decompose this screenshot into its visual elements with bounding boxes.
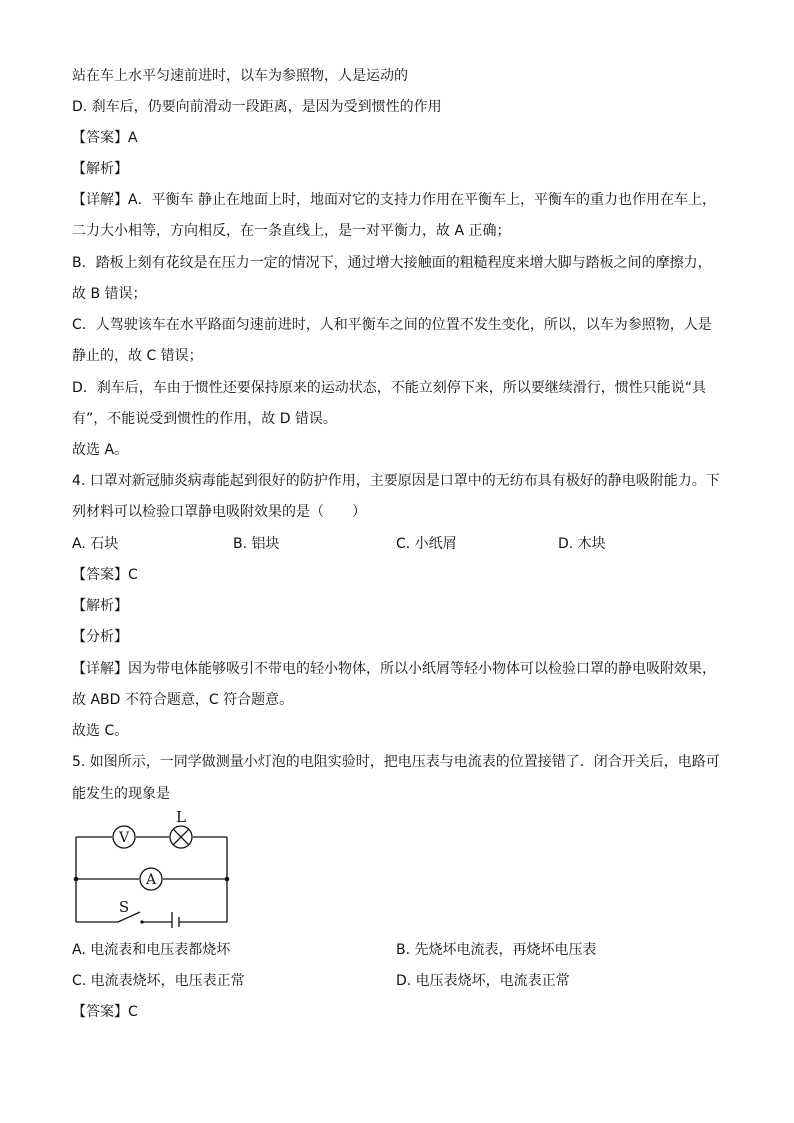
ammeter-label: A <box>145 872 157 888</box>
text-line: 有”，不能说受到惯性的作用，故 D 错误。 <box>72 411 337 427</box>
lamp-label: L <box>176 808 186 826</box>
analysis-label: 【解析】 <box>72 161 128 177</box>
text-line: 站在车上水平匀速前进时，以车为参照物，人是运动的 <box>72 68 408 84</box>
answer-label: 【答案】C <box>72 567 138 583</box>
q4-option-d: D. 木块 <box>558 536 606 552</box>
switch-label: S <box>118 898 130 916</box>
text-line: 【详解】A．平衡车 静止在地面上时，地面对它的支持力作用在平衡车上，平衡车的重力也作用在车上， <box>72 192 717 208</box>
text-line: D．刹车后，车由于惯性还要保持原来的运动状态，不能立刻停下来，所以要继续滑行，惯性只能说“具 <box>72 380 707 396</box>
text-line: 静止的，故 C 错误； <box>72 348 203 364</box>
junction-dot <box>74 877 79 882</box>
q4-option-a: A. 石块 <box>72 536 119 552</box>
q5-option-a: A. 电流表和电压表都烧坏 <box>72 942 231 958</box>
answer-label: 【答案】A <box>72 130 138 146</box>
analysis-label: 【解析】 <box>72 598 128 614</box>
text-line: 故 B 错误； <box>72 286 147 302</box>
q4-option-c: C. 小纸屑 <box>396 536 457 552</box>
q4-option-b: B. 铝块 <box>233 536 280 552</box>
q5-option-c: C. 电流表烧坏，电压表正常 <box>72 973 245 989</box>
question-5: 5. 如图所示，一同学做测量小灯泡的电阻实验时，把电压表与电流表的位置接错了．闭合开关后，电路可 <box>72 754 720 770</box>
switch-contact <box>140 920 143 923</box>
answer-label: 【答案】C <box>72 1004 138 1020</box>
question-5-cont: 能发生的现象是 <box>72 786 170 802</box>
text-line: 二力大小相等，方向相反，在一条直线上，是一对平衡力，故 A 正确； <box>72 223 511 239</box>
text-line: 故选 C。 <box>72 723 129 739</box>
text-line: D. 刹车后，仍要向前滑动一段距离，是因为受到惯性的作用 <box>72 99 442 115</box>
question-4: 4. 口罩对新冠肺炎病毒能起到很好的防护作用，主要原因是口罩中的无纺布具有极好的静电吸附能力。下 <box>72 473 720 489</box>
junction-dot <box>225 877 230 882</box>
text-line: C．人驾驶该车在水平路面匀速前进时，人和平衡车之间的位置不发生变化，所以，以车为参照物，人是 <box>72 317 712 333</box>
fenxi-label: 【分析】 <box>72 629 128 645</box>
text-line: 【详解】因为带电体能够吸引不带电的轻小物体，所以小纸屑等轻小物体可以检验口罩的静电吸附效果， <box>72 661 716 677</box>
voltmeter-label: V <box>118 830 130 846</box>
q5-option-d: D. 电压表烧坏，电流表正常 <box>396 973 570 989</box>
q5-option-b: B. 先烧坏电流表，再烧坏电压表 <box>396 942 597 958</box>
text-line: 故 ABD 不符合题意，C 符合题意。 <box>72 692 294 708</box>
text-line: B．踏板上刻有花纹是在压力一定的情况下，通过增大接触面的粗糙程度来增大脚与踏板之间的摩擦力， <box>72 255 712 271</box>
text-line: 故选 A。 <box>72 442 129 458</box>
question-4-cont: 列材料可以检验口罩静电吸附效果的是（ ） <box>72 504 366 520</box>
circuit-diagram <box>0 808 794 928</box>
